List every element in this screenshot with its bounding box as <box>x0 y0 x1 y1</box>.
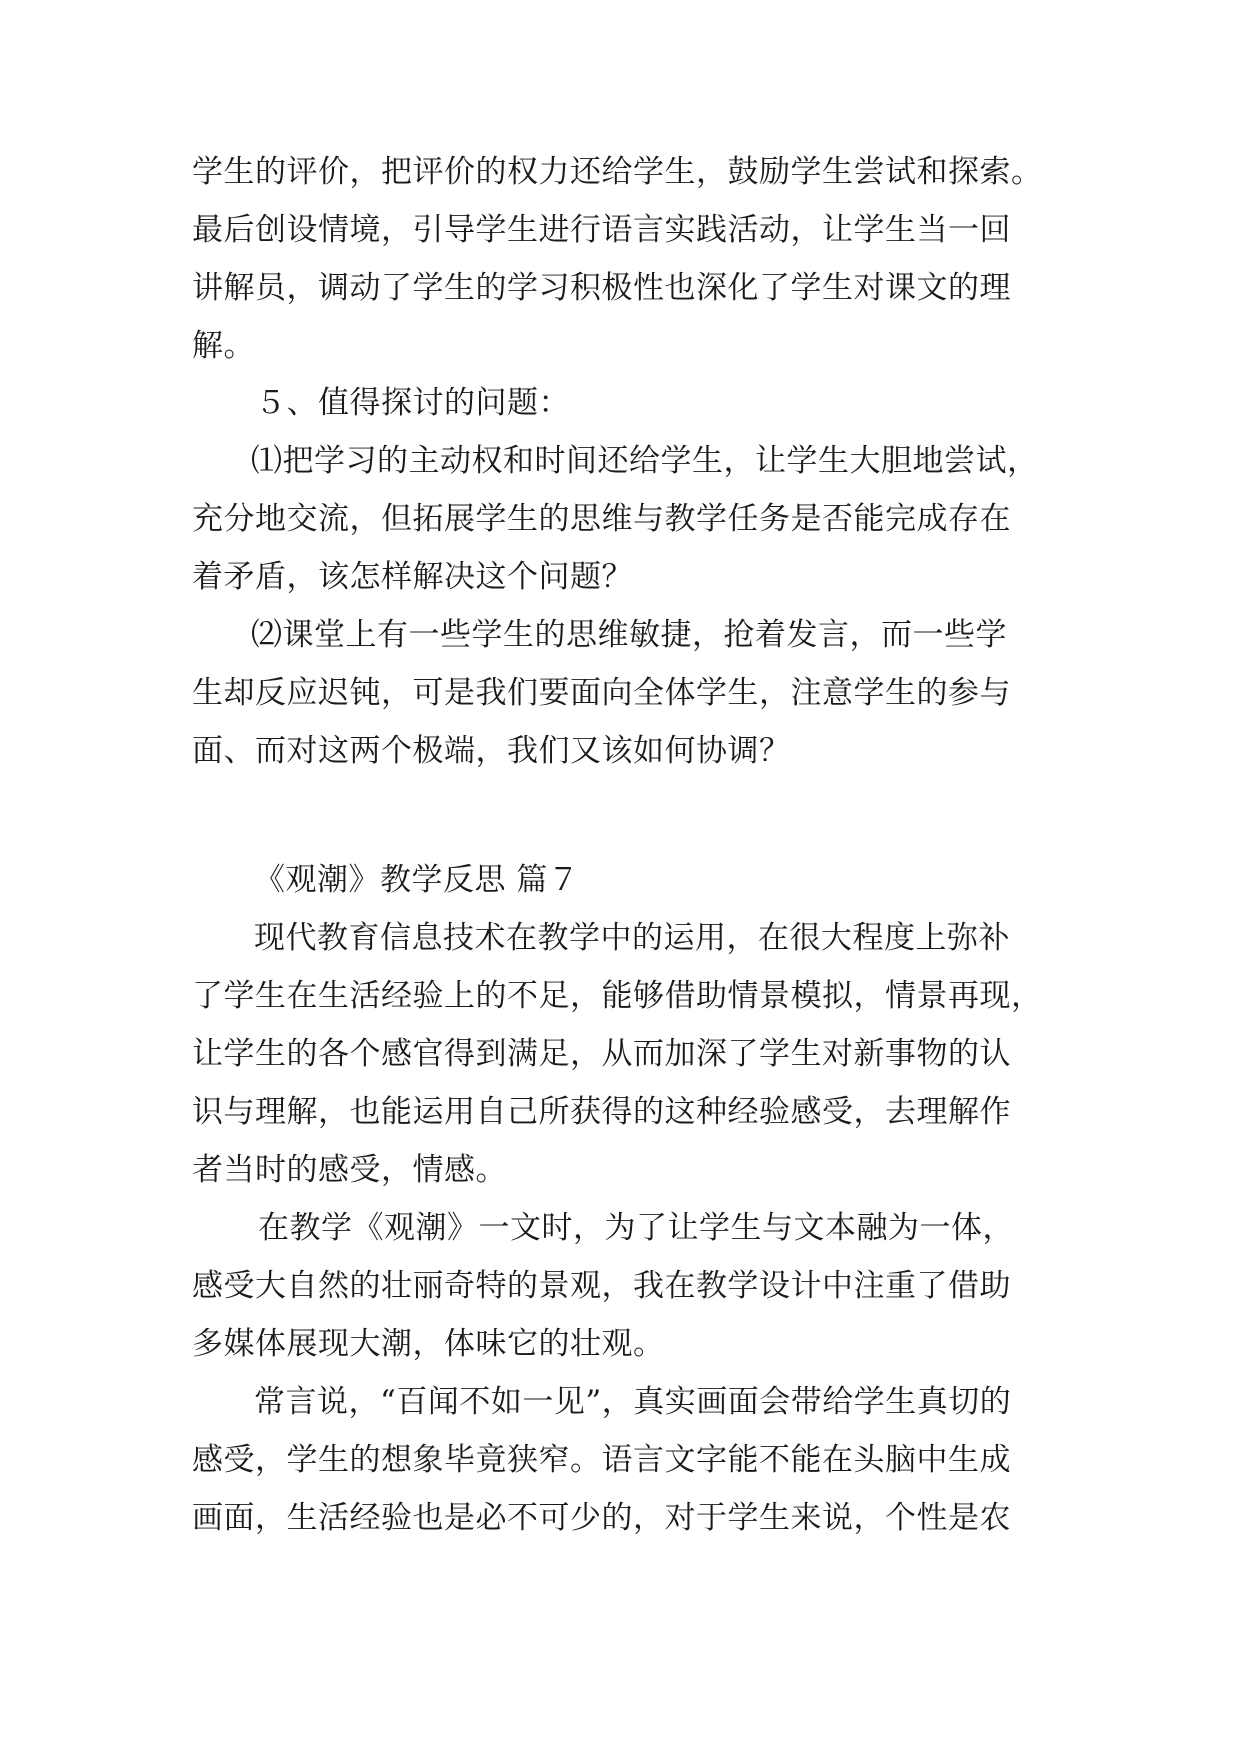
text-line: 充分地交流，但拓展学生的思维与教学任务是否能完成存在 <box>192 501 1011 537</box>
text-line: 者当时的感受，情感。 <box>192 1152 507 1188</box>
text-line: 现代教育信息技术在教学中的运用，在很大程度上弥补 <box>254 920 1010 956</box>
text-line: 识与理解，也能运用自己所获得的这种经验感受，去理解作 <box>192 1094 1011 1130</box>
text-line: 讲解员，调动了学生的学习积极性也深化了学生对课文的理 <box>192 270 1011 306</box>
text-line: 面、而对这两个极端，我们又该如何协调？ <box>192 733 791 769</box>
text-line: 感受大自然的壮丽奇特的景观，我在教学设计中注重了借助 <box>192 1268 1011 1304</box>
text-line: 学生的评价，把评价的权力还给学生，鼓励学生尝试和探索。 <box>192 154 1043 190</box>
text-line: 了学生在生活经验上的不足，能够借助情景模拟，情景再现， <box>192 978 1043 1014</box>
text-line: 着矛盾，该怎样解决这个问题？ <box>192 559 633 595</box>
text-line: 在教学《观潮》一文时，为了让学生与文本融为一体， <box>258 1210 1014 1246</box>
article-title: 《观潮》教学反思 篇７ <box>254 862 580 898</box>
text-line: 常言说，“百闻不如一见”，真实画面会带给学生真切的 <box>254 1384 1012 1420</box>
text-line: 让学生的各个感官得到满足，从而加深了学生对新事物的认 <box>192 1036 1011 1072</box>
text-line: 感受，学生的想象毕竟狭窄。语言文字能不能在头脑中生成 <box>192 1442 1011 1478</box>
text-line: ⑴把学习的主动权和时间还给学生，让学生大胆地尝试， <box>251 443 1039 479</box>
text-line: 多媒体展现大潮，体味它的壮观。 <box>192 1326 665 1362</box>
text-line: 生却反应迟钝，可是我们要面向全体学生，注意学生的参与 <box>192 675 1011 711</box>
text-line: ⑵课堂上有一些学生的思维敏捷，抢着发言，而一些学 <box>251 617 1007 653</box>
text-line: 画面，生活经验也是必不可少的，对于学生来说，个性是农 <box>192 1500 1011 1536</box>
text-line: 解。 <box>192 328 255 364</box>
text-line: 最后创设情境，引导学生进行语言实践活动，让学生当一回 <box>192 212 1011 248</box>
section-heading: ５、值得探讨的问题： <box>255 385 570 421</box>
